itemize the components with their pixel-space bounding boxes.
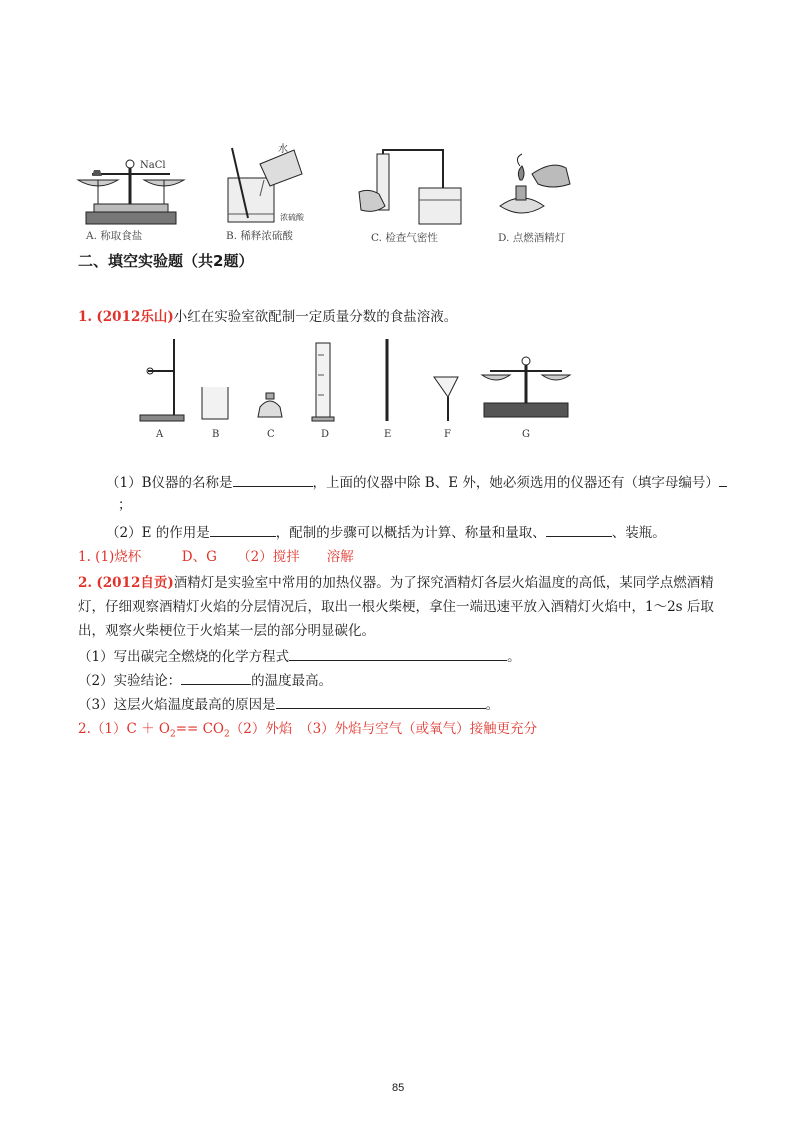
q1-sub1-end: ；: [118, 497, 132, 513]
q2-stem2: 灯，仔细观察酒精灯火焰的分层情况后，取出一根火柴梗，拿住一端迅速平放入酒精灯火焰中，1～2s 后取: [78, 599, 714, 615]
airtight-check-drawing: [355, 148, 465, 228]
apparatus-label-f: F: [444, 429, 451, 440]
apparatus-label-d: D: [321, 429, 330, 440]
answer-blank[interactable]: [233, 472, 313, 487]
figure-d: [492, 150, 592, 245]
q2-stem-line1: [78, 572, 714, 594]
apparatus-label-b: B: [212, 429, 220, 440]
figure-caption: C. 检查气密性: [371, 232, 438, 244]
q1-source: (2012乐山): [96, 309, 174, 325]
q2-sub3-text: （3）这层火焰温度最高的原因是: [78, 697, 276, 713]
q2-sub1-text: （1）写出碳完全燃烧的化学方程式: [78, 649, 290, 665]
water-label: 水: [278, 144, 288, 155]
nacl-label: NaCl: [140, 160, 166, 171]
q1-sub1: [106, 472, 727, 494]
q2-sub1: [78, 646, 521, 668]
q2-answer-a: 2.（1）C ＋ O: [78, 721, 170, 737]
answer-blank[interactable]: [289, 646, 507, 661]
apparatus-row: [140, 335, 580, 445]
q2-answer-c: （2）外焰 （3）外焰与空气（或氧气）接触更充分: [229, 721, 538, 737]
figure-c: [355, 148, 465, 245]
answer-blank[interactable]: [181, 670, 251, 685]
q2-answer: [78, 718, 537, 746]
q2-sub3: [78, 694, 499, 716]
q1-answer: 1. (1)烧杯 D、G （2）搅拌 溶解: [78, 549, 354, 565]
lamp-lighting-drawing: [492, 150, 592, 230]
q2-answer-b: == CO: [175, 721, 224, 737]
balance-drawing: [72, 150, 187, 228]
q1-number: 1.: [78, 309, 93, 325]
figure-caption: A. 称取食盐: [86, 230, 143, 242]
q2-answer-sub-b: 2: [224, 729, 230, 740]
q1-sub2-text-c: 、装瓶。: [611, 525, 666, 541]
q2-answer-sub-a: 2: [169, 729, 176, 740]
q2-stem3: 出，观察火柴梗位于火焰某一层的部分明显碳化。: [78, 623, 375, 639]
q2-sub2-text-a: （2）实验结论：: [78, 673, 182, 689]
q2-sub1-end: 。: [507, 649, 521, 665]
q1-sub2-text-b: ，配制的步骤可以概括为计算、称量和量取、: [275, 525, 546, 541]
q2-sub2-text-b: 的温度最高。: [251, 673, 333, 689]
q1-sub1-text-a: （1）B仪器的名称是: [106, 475, 233, 491]
section-heading: 二、填空实验题（共2题）: [78, 252, 254, 270]
q2-stem1: 酒精灯是实验室中常用的加热仪器。为了探究酒精灯各层火焰温度的高低，某同学点燃酒精: [173, 575, 714, 591]
apparatus-label-g: G: [522, 429, 530, 440]
answer-blank[interactable]: [276, 694, 486, 709]
apparatus-label-e: E: [384, 429, 392, 440]
q2-sub3-end: 。: [485, 697, 500, 713]
apparatus-label-c: C: [267, 429, 275, 440]
apparatus-label-a: A: [156, 429, 164, 440]
answer-blank[interactable]: [719, 472, 727, 487]
acid-label: 浓硫酸: [280, 213, 304, 222]
answer-blank[interactable]: [546, 522, 612, 537]
q1-sub1-text-b: ，上面的仪器中除 B、E 外，她必须选用的仪器还有（填字母编号）: [312, 475, 719, 491]
q1-stem: 小红在实验室欲配制一定质量分数的食盐溶液。: [173, 309, 458, 325]
figure-a: [72, 150, 187, 245]
q2-sub2: [78, 670, 332, 692]
q1-sub2-text-a: （2）E 的作用是: [106, 525, 210, 541]
figure-b: [220, 140, 315, 245]
page-number: 85: [392, 1082, 405, 1094]
figure-caption: D. 点燃酒精灯: [498, 232, 566, 244]
apparatus-drawing: [140, 335, 580, 425]
q1-sub2: [106, 522, 666, 544]
figure-caption: B. 稀释浓硫酸: [226, 230, 293, 242]
q2-number: 2.: [78, 575, 93, 591]
q1-stem-line: [78, 306, 457, 328]
q2-source: (2012自贡): [96, 575, 174, 591]
answer-blank[interactable]: [210, 522, 276, 537]
